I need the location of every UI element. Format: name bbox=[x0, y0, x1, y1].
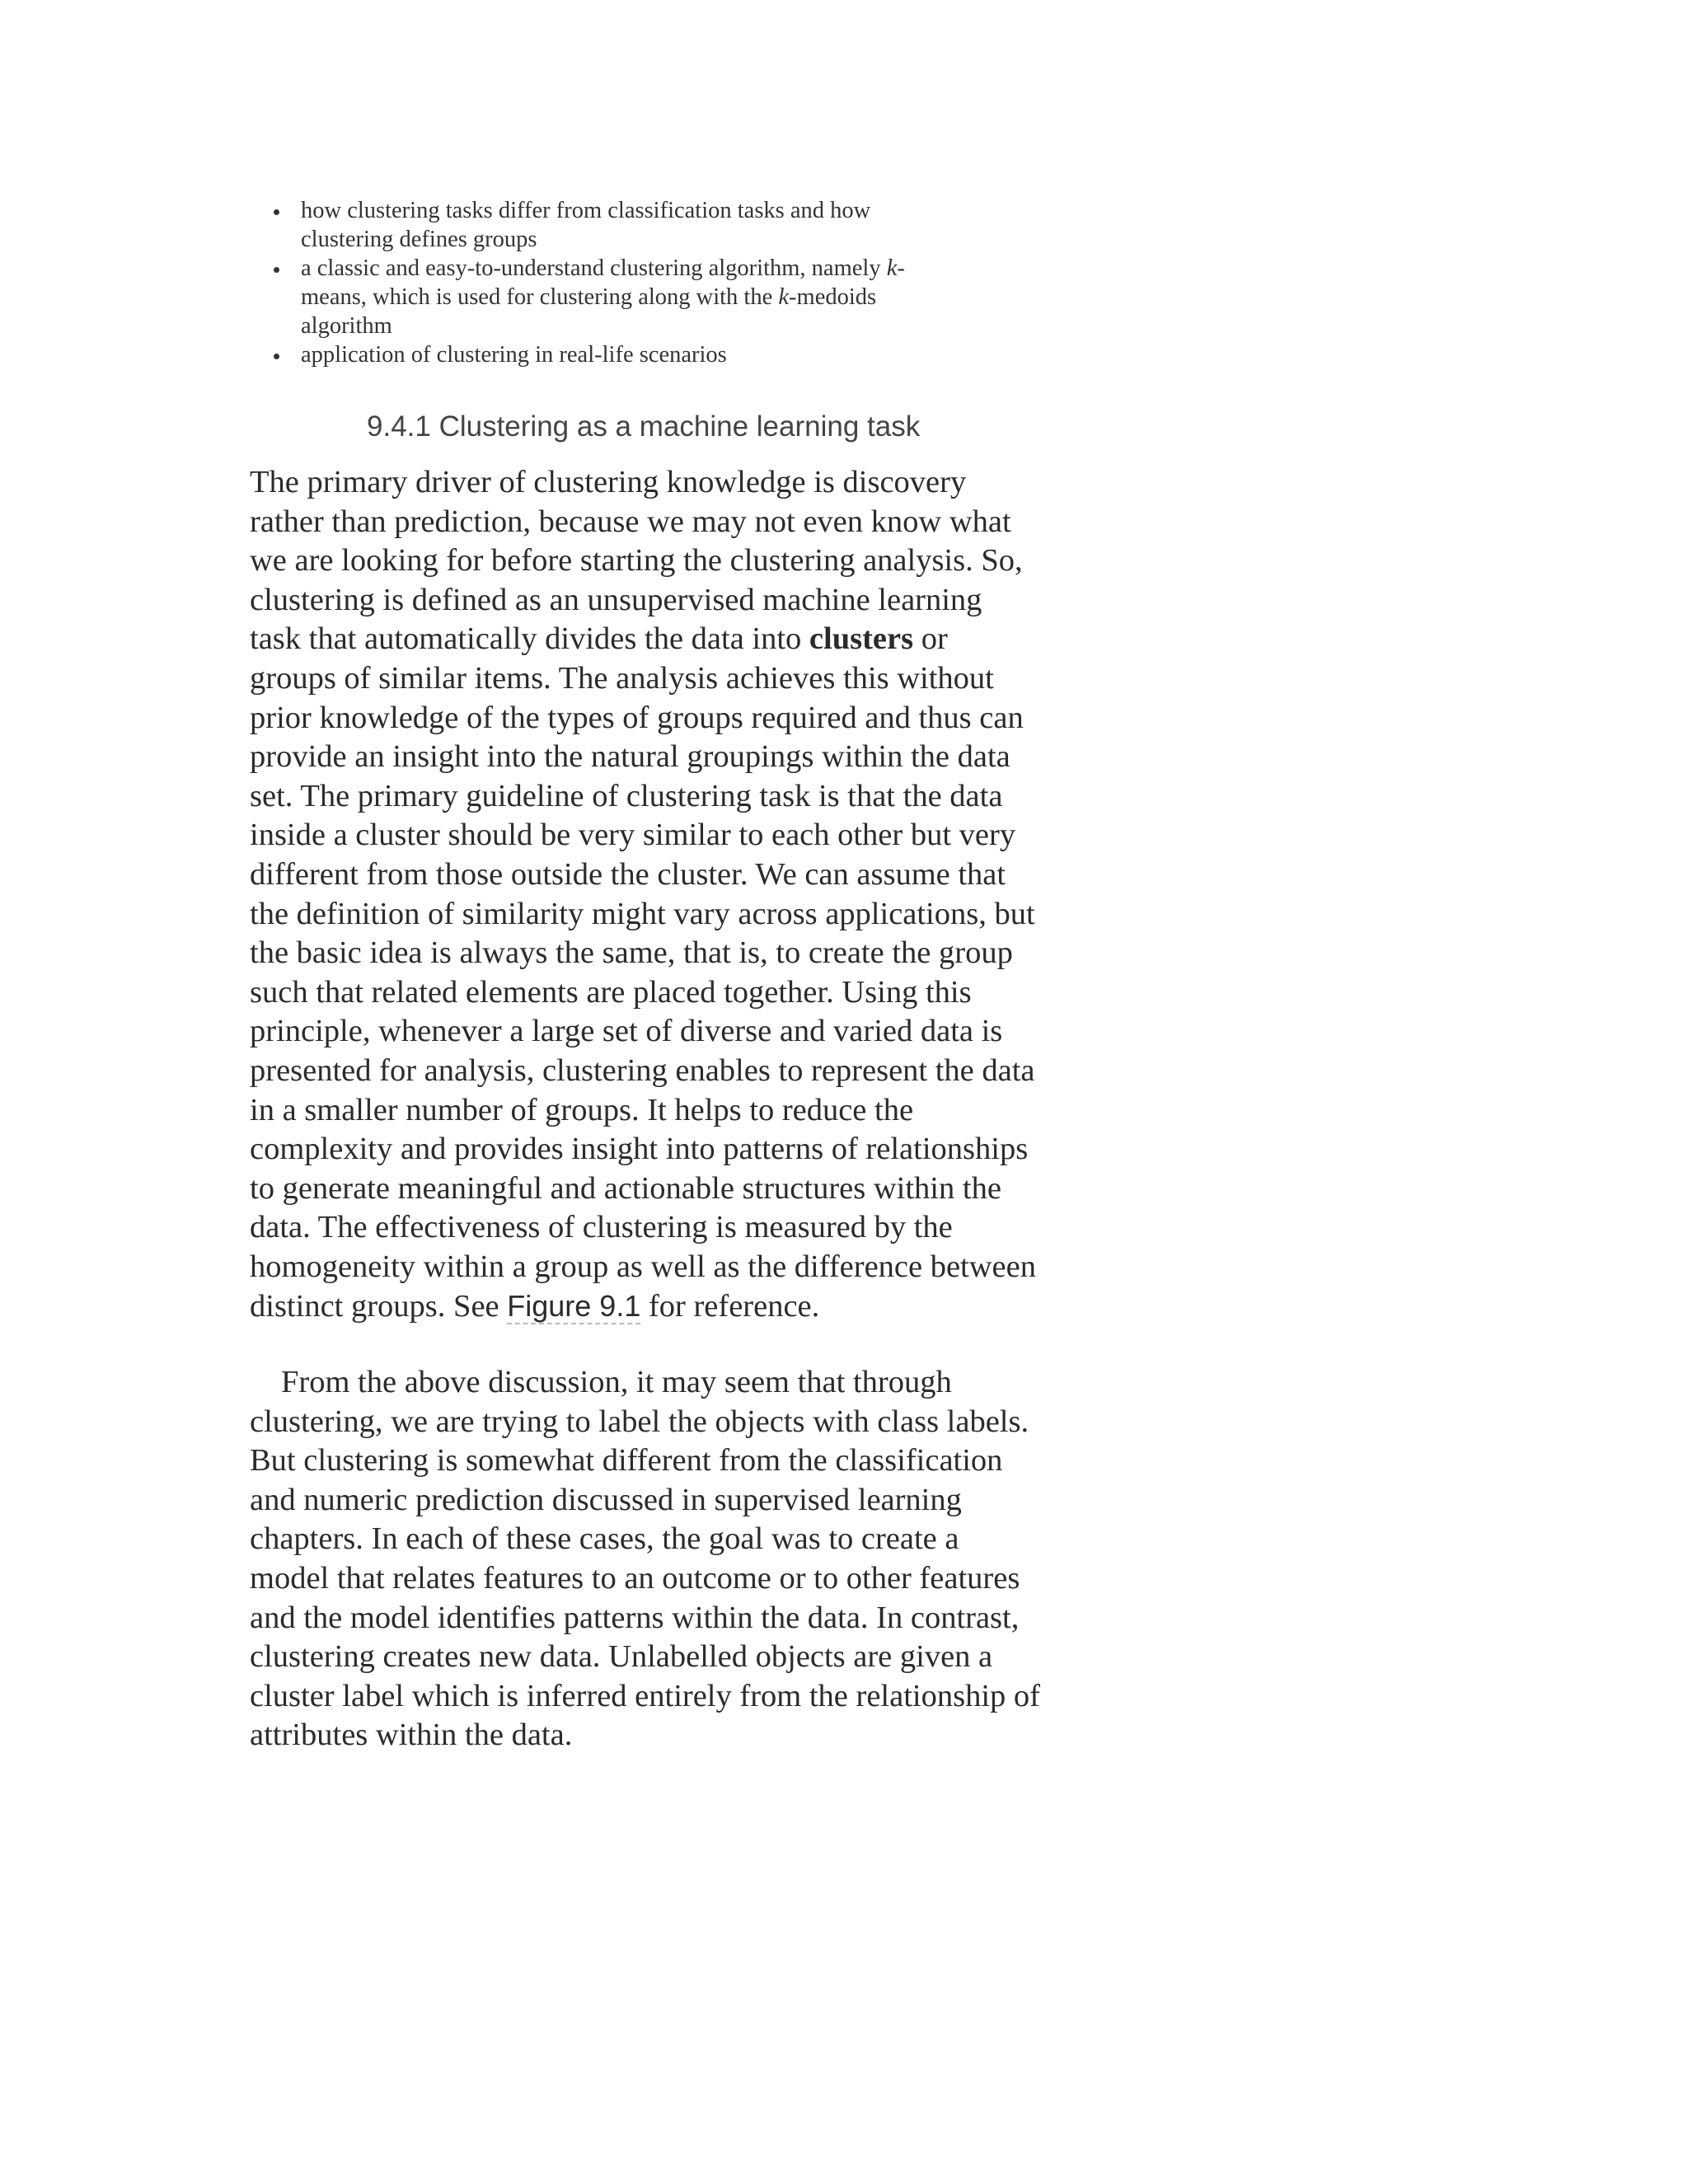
bullet-icon bbox=[274, 354, 279, 359]
bullet-text: clustering defines groups bbox=[301, 227, 537, 252]
bullet-text: application of clustering in real-life scenarios bbox=[301, 342, 727, 368]
list-item bbox=[301, 340, 1041, 369]
bullet-text: - bbox=[897, 255, 905, 281]
bullet-icon bbox=[274, 267, 279, 273]
bullet-list bbox=[250, 196, 1041, 369]
bullet-text: a classic and easy-to-understand clustering algorithm, namely bbox=[301, 255, 887, 281]
bullet-icon bbox=[274, 209, 279, 215]
bullet-text: means, which is used for clustering along with the bbox=[301, 284, 779, 310]
paragraph-text: for reference. bbox=[640, 1289, 820, 1324]
bullet-text: -medoids bbox=[789, 284, 877, 310]
bold-term: clusters bbox=[809, 621, 914, 657]
bullet-text: how clustering tasks differ from classification tasks and how bbox=[301, 198, 871, 223]
italic-k: k bbox=[778, 284, 790, 310]
italic-k: k bbox=[886, 255, 898, 281]
bullet-text: algorithm bbox=[301, 313, 392, 339]
paragraph-discovery bbox=[250, 463, 1041, 1327]
list-item bbox=[301, 254, 1041, 340]
list-item bbox=[301, 196, 1041, 254]
section-heading: 9.4.1 Clustering as a machine learning task bbox=[367, 410, 921, 443]
paragraph-text: The primary driver of clustering knowledge is discovery rather than prediction, because we may not even know what we are looking for before starting the clustering analysis. So, clustering is defined as an unsupervised machine learning task that automatically divides the data into bbox=[250, 465, 1023, 657]
figure-link[interactable]: Figure 9.1 bbox=[507, 1289, 641, 1324]
paragraph-text: or groups of similar items. The analysis achieves this without prior knowledge of the types of groups required and thus can provide an insight into the natural groupings within the data set. The primary guideline of clustering task is that the data inside a cluster should be very similar to each other but very different from those outside the cluster. We can assume that the definition of similarity might vary across applications, but the basic idea is always the same, that is, to create the group such that related elements are placed together. Using this principle, whenever a large set of diverse and varied data is presented for analysis, clustering enables to represent the data in a smaller number of groups. It helps to reduce the complexity and provides insight into patterns of relationships to generate meaningful and actionable structures within the data. The effectiveness of clustering is measured by the homogeneity within a group as well as the difference between distinct groups. See bbox=[250, 621, 1036, 1324]
document-page bbox=[250, 196, 1041, 1755]
paragraph-discussion: From the above discussion, it may seem that through clustering, we are trying to label the objects with class labels. But clustering is somewhat different from the classification and numeric prediction discussed in supervised learning chapters. In each of these cases, the goal was to create a model that relates features to an outcome or to other features and the model identifies patterns within the data. In contrast, clustering creates new data. Unlabelled objects are given a cluster label which is inferred entirely from the relationship of attributes within the data. bbox=[250, 1365, 1040, 1753]
